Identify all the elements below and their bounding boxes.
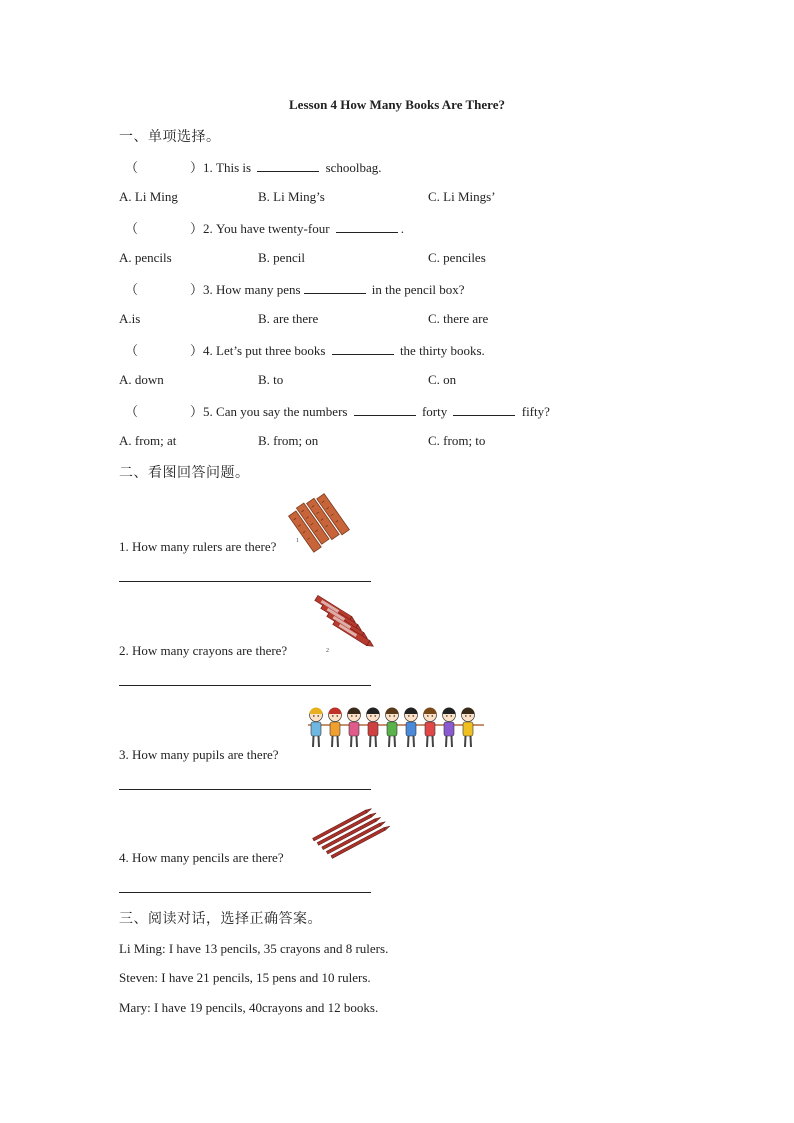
question-text-mid: forty — [421, 404, 448, 419]
question-text: 1. This is — [203, 160, 252, 175]
question-text-end: schoolbag. — [325, 160, 382, 175]
picture-question-4: 4. How many pencils are there? — [119, 850, 284, 865]
pupil-figure — [348, 708, 361, 748]
paren-right: ） — [190, 343, 204, 358]
paren-right: ） — [190, 221, 204, 236]
answer-line-4[interactable] — [119, 892, 371, 893]
pupil-figure — [424, 708, 437, 748]
option-a: A. from; at — [119, 433, 177, 448]
question-5 — [125, 403, 550, 420]
answer-line-2[interactable] — [119, 685, 371, 686]
option-b: B. to — [258, 372, 284, 387]
question-text: 5. Can you say the numbers — [203, 404, 348, 419]
option-a: A.is — [119, 311, 141, 326]
pupil-figure — [367, 708, 380, 748]
option-c: C. there are — [428, 311, 489, 326]
option-a: A. pencils — [119, 250, 172, 265]
option-a: A. down — [119, 372, 164, 387]
option-c: C. Li Mings’ — [428, 189, 496, 204]
rulers-picture-label: 1 — [296, 538, 299, 544]
question-text-end: . — [400, 221, 405, 236]
dialogue-line-1: Li Ming: I have 13 pencils, 35 crayons and 8 rulers. — [119, 941, 389, 956]
section3-heading: 三、阅读对话，选择正确答案。 — [119, 911, 322, 927]
answer-blank[interactable] — [304, 281, 366, 294]
rulers-picture — [294, 494, 350, 550]
paren-left: （ — [125, 282, 139, 297]
answer-blank[interactable] — [332, 342, 394, 355]
pupil-figure — [405, 708, 418, 747]
crayons-picture-label: 2 — [326, 648, 329, 654]
question-2 — [125, 220, 404, 237]
picture-question-1: 1. How many rulers are there? — [119, 539, 277, 554]
answer-line-1[interactable] — [119, 581, 371, 582]
option-b: B. are there — [258, 311, 319, 326]
pupil-figure — [310, 708, 323, 748]
dialogue-line-2: Steven: I have 21 pencils, 15 pens and 10 rulers. — [119, 970, 371, 985]
question-text-end: in the pencil box? — [371, 282, 465, 297]
crayons-picture — [310, 600, 386, 658]
answer-blank-2[interactable] — [453, 403, 515, 416]
paren-right: ） — [190, 282, 204, 297]
question-text: 2. You have twenty-four — [203, 221, 330, 236]
pupils-picture — [304, 703, 488, 751]
pencils-picture — [312, 812, 390, 860]
answer-blank-1[interactable] — [354, 403, 416, 416]
pupil-figure — [443, 708, 456, 748]
option-c: C. on — [428, 372, 457, 387]
pupil-figure — [329, 708, 342, 748]
option-b: B. pencil — [258, 250, 305, 265]
question-text: 3. How many pens — [203, 282, 301, 297]
answer-blank[interactable] — [257, 159, 319, 172]
paren-left: （ — [125, 221, 139, 236]
question-text: 4. Let’s put three books — [203, 343, 326, 358]
picture-question-3: 3. How many pupils are there? — [119, 747, 279, 762]
question-1 — [125, 159, 382, 176]
paren-right: ） — [190, 404, 204, 419]
option-c: C. penciles — [428, 250, 486, 265]
option-a: A. Li Ming — [119, 189, 178, 204]
page-title: Lesson 4 How Many Books Are There? — [289, 97, 505, 112]
answer-line-3[interactable] — [119, 789, 371, 790]
paren-left: （ — [125, 404, 139, 419]
section1-heading: 一、单项选择。 — [119, 129, 221, 145]
question-3 — [125, 281, 465, 298]
answer-blank[interactable] — [336, 220, 398, 233]
paren-right: ） — [190, 160, 204, 175]
question-text-end: fifty? — [521, 404, 550, 419]
option-b: B. Li Ming’s — [258, 189, 325, 204]
option-b: B. from; on — [258, 433, 319, 448]
pupil-figure — [386, 708, 399, 748]
option-c: C. from; to — [428, 433, 486, 448]
pupil-figure — [462, 708, 475, 748]
question-text-end: the thirty books. — [399, 343, 485, 358]
question-4 — [125, 342, 485, 359]
paren-left: （ — [125, 343, 139, 358]
dialogue-line-3: Mary: I have 19 pencils, 40crayons and 12 books. — [119, 1000, 379, 1015]
picture-question-2: 2. How many crayons are there? — [119, 643, 288, 658]
section2-heading: 二、看图回答问题。 — [119, 465, 250, 481]
paren-left: （ — [125, 160, 139, 175]
